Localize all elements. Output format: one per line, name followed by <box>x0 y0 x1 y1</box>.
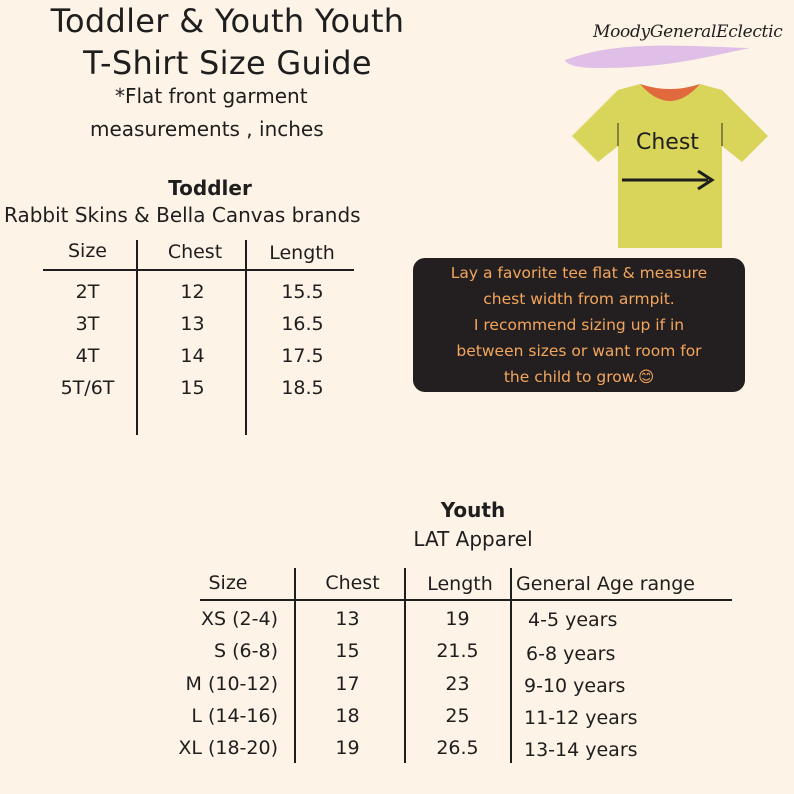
youth-cell-size: L (14-16) <box>191 705 278 727</box>
subtitle-line-2: measurements , inches <box>90 117 324 141</box>
toddler-header-divider <box>43 269 354 271</box>
toddler-column-divider-2 <box>245 240 247 435</box>
youth-subtitle: LAT Apparel <box>413 527 533 551</box>
toddler-cell-length: 18.5 <box>281 377 324 399</box>
youth-cell-size: M (10-12) <box>185 673 278 695</box>
toddler-cell-length: 17.5 <box>281 345 324 367</box>
toddler-cell-size: 3T <box>75 313 100 335</box>
t-shirt-icon <box>570 78 770 250</box>
toddler-cell-length: 15.5 <box>281 281 324 303</box>
youth-cell-length: 19 <box>445 608 470 630</box>
youth-cell-chest: 13 <box>335 608 360 630</box>
youth-cell-age: 9-10 years <box>524 675 626 697</box>
youth-cell-size: XL (18-20) <box>178 737 278 759</box>
youth-cell-chest: 17 <box>335 673 360 695</box>
youth-cell-age: 4-5 years <box>528 609 618 631</box>
tip-line-4: between sizes or want room for <box>456 342 702 360</box>
youth-header-age-range: General Age range <box>516 573 695 595</box>
youth-cell-length: 25 <box>445 705 470 727</box>
youth-cell-length: 23 <box>445 673 470 695</box>
youth-column-divider-2 <box>404 568 406 763</box>
youth-cell-age: 11-12 years <box>524 707 638 729</box>
toddler-header-chest: Chest <box>167 241 223 263</box>
youth-cell-chest: 15 <box>335 640 360 662</box>
toddler-cell-chest: 13 <box>180 313 205 335</box>
youth-cell-length: 26.5 <box>436 737 479 759</box>
youth-cell-chest: 18 <box>335 705 360 727</box>
toddler-column-divider-1 <box>136 240 138 435</box>
toddler-cell-chest: 15 <box>180 377 205 399</box>
toddler-title: Toddler <box>168 176 252 200</box>
brand-swoosh-icon <box>560 38 760 78</box>
chest-label: Chest <box>636 130 699 155</box>
measurement-tip <box>413 258 745 392</box>
tip-line-1: Lay a favorite tee flat & measure <box>450 264 708 282</box>
toddler-subtitle: Rabbit Skins & Bella Canvas brands <box>4 203 361 227</box>
tip-line-2: chest width from armpit. <box>483 290 675 308</box>
page-title-line-1: Toddler & Youth Youth <box>50 2 405 40</box>
youth-title: Youth <box>440 498 506 522</box>
youth-cell-chest: 19 <box>335 737 360 759</box>
youth-column-divider-1 <box>294 568 296 763</box>
youth-header-size: Size <box>208 572 248 594</box>
youth-cell-size: XS (2-4) <box>201 608 278 630</box>
youth-column-divider-3 <box>510 568 512 763</box>
subtitle-line-1: *Flat front garment <box>115 84 308 108</box>
toddler-header-size: Size <box>67 240 107 262</box>
youth-cell-length: 21.5 <box>436 640 479 662</box>
toddler-cell-chest: 12 <box>180 281 205 303</box>
youth-header-chest: Chest <box>325 572 380 594</box>
youth-cell-size: S (6-8) <box>214 640 278 662</box>
page-title-line-2: T-Shirt Size Guide <box>83 44 372 82</box>
brand-logo: MoodyGeneralEclectic <box>593 22 783 42</box>
youth-cell-age: 6-8 years <box>526 643 616 665</box>
tip-line-3: I recommend sizing up if in <box>473 316 685 334</box>
toddler-cell-size: 2T <box>75 281 100 303</box>
toddler-cell-length: 16.5 <box>281 313 324 335</box>
tip-line-5: the child to grow.😊 <box>503 368 655 386</box>
youth-header-divider <box>200 599 732 601</box>
toddler-header-length: Length <box>269 242 335 264</box>
youth-cell-age: 13-14 years <box>524 739 638 761</box>
toddler-cell-size: 4T <box>75 345 100 367</box>
toddler-cell-chest: 14 <box>180 345 205 367</box>
youth-header-length: Length <box>427 573 493 595</box>
toddler-cell-size: 5T/6T <box>60 377 115 399</box>
